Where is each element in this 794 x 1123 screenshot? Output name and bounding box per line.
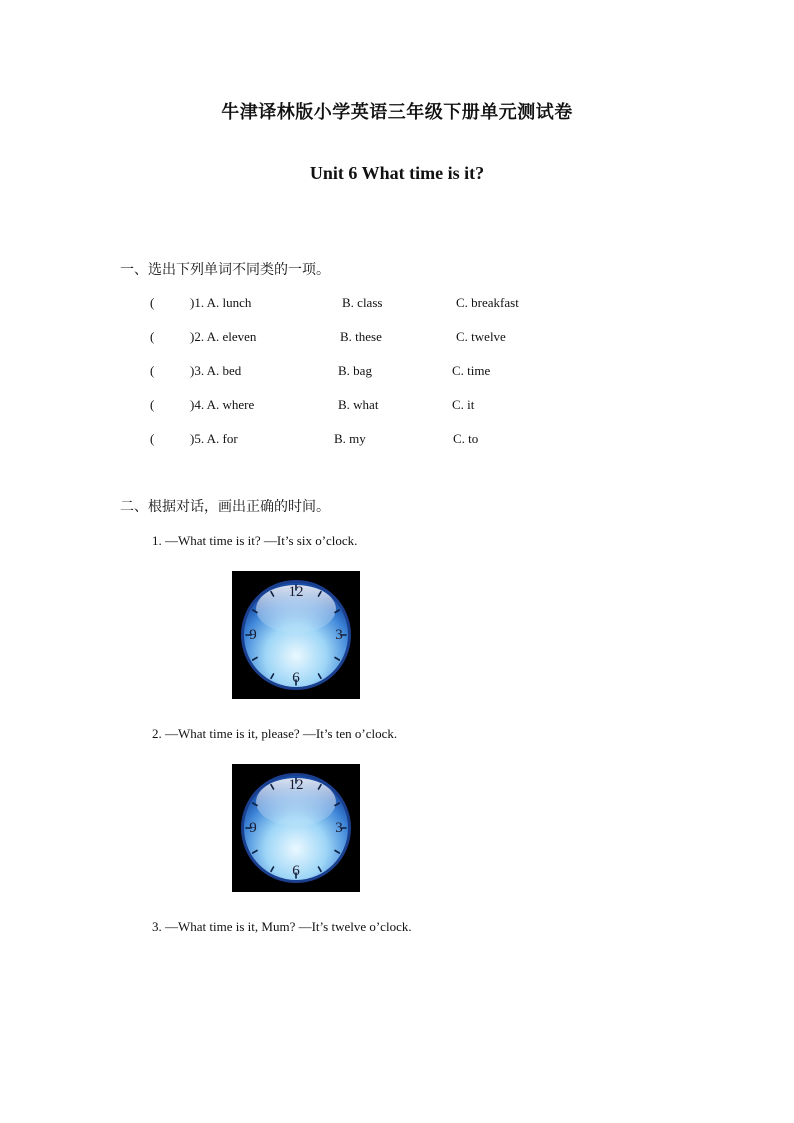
dialogue-2: 2. —What time is it, please? —It’s ten o’clock. [152, 726, 398, 741]
numeral-6: 6 [292, 670, 300, 686]
option-b: B. bag [338, 363, 372, 378]
section-1-heading: 一、选出下列单词不同类的一项。 [120, 263, 330, 278]
section-2-heading: 二、根据对话，画出正确的时间。 [120, 500, 330, 515]
answer-bracket[interactable]: ( [150, 295, 155, 310]
option-a: )3. A. bed [190, 363, 242, 378]
page-title: 牛津译林版小学英语三年级下册单元测试卷 [221, 102, 573, 122]
numeral-12: 12 [288, 777, 304, 793]
option-c: C. time [452, 363, 491, 378]
option-c: C. twelve [456, 329, 506, 344]
dialogue-1: 1. —What time is it? —It’s six o’clock. [152, 533, 358, 548]
clock-face[interactable] [232, 571, 360, 699]
option-c: C. breakfast [456, 295, 519, 310]
option-b: B. my [334, 431, 366, 446]
answer-bracket[interactable]: ( [150, 363, 155, 378]
answer-bracket[interactable]: ( [150, 329, 155, 344]
numeral-9: 9 [249, 820, 257, 836]
option-b: B. these [340, 329, 382, 344]
numeral-9: 9 [249, 627, 257, 643]
clock-face[interactable] [232, 764, 360, 892]
dialogue-3: 3. —What time is it, Mum? —It’s twelve o’clock. [152, 919, 412, 934]
answer-bracket[interactable]: ( [150, 397, 155, 412]
option-c: C. it [452, 397, 475, 412]
numeral-3: 3 [335, 627, 343, 643]
option-a: )1. A. lunch [190, 295, 252, 310]
option-b: B. what [338, 397, 379, 412]
option-a: )2. A. eleven [190, 329, 257, 344]
option-a: )5. A. for [190, 431, 238, 446]
unit-title: Unit 6 What time is it? [309, 163, 485, 183]
numeral-3: 3 [335, 820, 343, 836]
option-a: )4. A. where [190, 397, 255, 412]
numeral-12: 12 [288, 584, 304, 600]
answer-bracket[interactable]: ( [150, 431, 155, 446]
numeral-6: 6 [292, 863, 300, 879]
option-c: C. to [453, 431, 479, 446]
clock-image-2 [232, 764, 360, 892]
option-b: B. class [342, 295, 383, 310]
clock-image-1 [232, 571, 360, 699]
